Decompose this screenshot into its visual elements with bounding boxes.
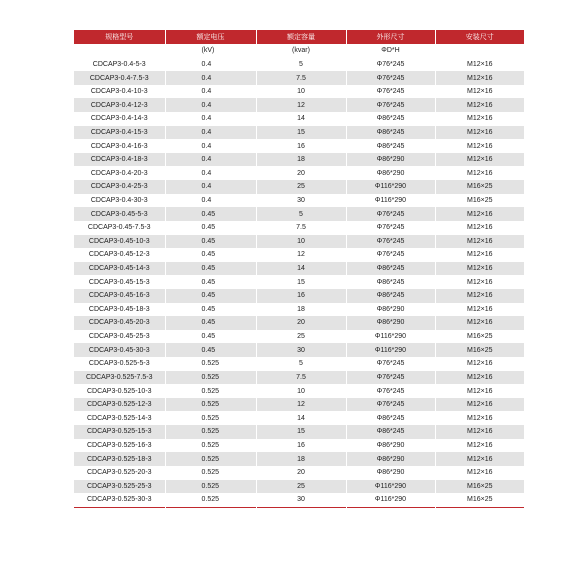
cell-capacity: 15 [256, 425, 346, 439]
cell-mounting: M12×16 [435, 275, 524, 289]
cell-capacity: 20 [256, 166, 346, 180]
table-row [74, 126, 524, 140]
cell-capacity: 7.5 [256, 371, 346, 385]
table-row [74, 343, 524, 357]
cell-mounting: M12×16 [435, 153, 524, 167]
cell-mounting: M12×16 [435, 112, 524, 126]
table-row [74, 139, 524, 153]
cell-mounting: M12×16 [435, 235, 524, 249]
table-body [74, 58, 524, 508]
cell-capacity: 10 [256, 85, 346, 99]
cell-model: CDCAP3-0.4-12-3 [74, 98, 165, 112]
cell-voltage: 0.4 [165, 71, 256, 85]
cell-dimensions: Φ86*245 [346, 126, 435, 140]
spec-table [74, 30, 524, 508]
cell-model: CDCAP3-0.525-12-3 [74, 398, 165, 412]
cell-model: CDCAP3-0.45-10-3 [74, 235, 165, 249]
cell-capacity: 14 [256, 411, 346, 425]
table-row [74, 425, 524, 439]
cell-voltage: 0.4 [165, 58, 256, 72]
cell-mounting: M12×16 [435, 262, 524, 276]
cell-model: CDCAP3-0.45-5-3 [74, 207, 165, 221]
cell-capacity: 30 [256, 493, 346, 507]
cell-mounting: M12×16 [435, 316, 524, 330]
unit-row [74, 44, 524, 58]
cell-mounting: M12×16 [435, 71, 524, 85]
cell-voltage: 0.45 [165, 343, 256, 357]
table-row [74, 330, 524, 344]
cell-dimensions: Φ76*245 [346, 58, 435, 72]
table-row [74, 452, 524, 466]
cell-dimensions: Φ116*290 [346, 194, 435, 208]
table-header [74, 30, 524, 58]
table-row [74, 316, 524, 330]
cell-mounting: M12×16 [435, 221, 524, 235]
cell-model: CDCAP3-0.45-25-3 [74, 330, 165, 344]
cell-voltage: 0.45 [165, 235, 256, 249]
cell-model: CDCAP3-0.525-7.5-3 [74, 371, 165, 385]
cell-model: CDCAP3-0.525-25-3 [74, 480, 165, 494]
cell-model: CDCAP3-0.4-14-3 [74, 112, 165, 126]
cell-dimensions: Φ86*245 [346, 289, 435, 303]
cell-mounting: M12×16 [435, 452, 524, 466]
header-dimensions: 外形尺寸 [346, 30, 435, 44]
cell-capacity: 5 [256, 357, 346, 371]
cell-model: CDCAP3-0.4-10-3 [74, 85, 165, 99]
unit-dimensions: ΦD*H [346, 44, 435, 58]
cell-mounting: M12×16 [435, 207, 524, 221]
cell-dimensions: Φ86*245 [346, 425, 435, 439]
cell-capacity: 7.5 [256, 221, 346, 235]
cell-mounting: M16×25 [435, 194, 524, 208]
cell-mounting: M16×25 [435, 180, 524, 194]
table-row [74, 357, 524, 371]
table-row [74, 71, 524, 85]
cell-mounting: M12×16 [435, 139, 524, 153]
cell-dimensions: Φ76*245 [346, 384, 435, 398]
cell-model: CDCAP3-0.4-15-3 [74, 126, 165, 140]
cell-model: CDCAP3-0.4-7.5-3 [74, 71, 165, 85]
table-row [74, 98, 524, 112]
cell-model: CDCAP3-0.525-30-3 [74, 493, 165, 507]
cell-capacity: 10 [256, 235, 346, 249]
cell-dimensions: Φ116*290 [346, 480, 435, 494]
table-row [74, 289, 524, 303]
cell-model: CDCAP3-0.525-16-3 [74, 439, 165, 453]
cell-capacity: 16 [256, 439, 346, 453]
cell-mounting: M12×16 [435, 398, 524, 412]
cell-dimensions: Φ86*290 [346, 153, 435, 167]
cell-model: CDCAP3-0.45-15-3 [74, 275, 165, 289]
cell-voltage: 0.525 [165, 398, 256, 412]
cell-capacity: 12 [256, 248, 346, 262]
cell-capacity: 25 [256, 480, 346, 494]
cell-dimensions: Φ86*290 [346, 439, 435, 453]
cell-capacity: 16 [256, 289, 346, 303]
unit-mounting [435, 44, 524, 58]
cell-dimensions: Φ76*245 [346, 207, 435, 221]
cell-capacity: 25 [256, 330, 346, 344]
cell-dimensions: Φ86*245 [346, 262, 435, 276]
header-model: 规格型号 [74, 30, 165, 44]
cell-dimensions: Φ86*290 [346, 316, 435, 330]
cell-voltage: 0.45 [165, 248, 256, 262]
cell-mounting: M12×16 [435, 439, 524, 453]
cell-capacity: 18 [256, 452, 346, 466]
cell-voltage: 0.525 [165, 493, 256, 507]
cell-voltage: 0.525 [165, 452, 256, 466]
table-row [74, 248, 524, 262]
cell-capacity: 5 [256, 58, 346, 72]
table-row [74, 466, 524, 480]
table-row [74, 439, 524, 453]
table-row [74, 275, 524, 289]
cell-capacity: 18 [256, 153, 346, 167]
cell-dimensions: Φ86*245 [346, 112, 435, 126]
cell-voltage: 0.45 [165, 289, 256, 303]
cell-capacity: 25 [256, 180, 346, 194]
table-row [74, 166, 524, 180]
cell-model: CDCAP3-0.525-20-3 [74, 466, 165, 480]
cell-dimensions: Φ76*245 [346, 235, 435, 249]
cell-mounting: M12×16 [435, 85, 524, 99]
cell-mounting: M12×16 [435, 384, 524, 398]
table-row [74, 207, 524, 221]
cell-dimensions: Φ86*290 [346, 303, 435, 317]
cell-model: CDCAP3-0.525-18-3 [74, 452, 165, 466]
header-rated-voltage: 额定电压 [165, 30, 256, 44]
cell-dimensions: Φ116*290 [346, 343, 435, 357]
cell-dimensions: Φ76*245 [346, 248, 435, 262]
cell-dimensions: Φ116*290 [346, 180, 435, 194]
cell-voltage: 0.525 [165, 480, 256, 494]
cell-capacity: 14 [256, 112, 346, 126]
cell-model: CDCAP3-0.4-16-3 [74, 139, 165, 153]
header-mounting-size: 安装尺寸 [435, 30, 524, 44]
cell-model: CDCAP3-0.4-20-3 [74, 166, 165, 180]
cell-dimensions: Φ116*290 [346, 330, 435, 344]
cell-model: CDCAP3-0.45-7.5-3 [74, 221, 165, 235]
cell-dimensions: Φ76*245 [346, 71, 435, 85]
unit-model [74, 44, 165, 58]
cell-dimensions: Φ86*290 [346, 466, 435, 480]
cell-mounting: M12×16 [435, 371, 524, 385]
cell-model: CDCAP3-0.525-14-3 [74, 411, 165, 425]
cell-dimensions: Φ86*245 [346, 139, 435, 153]
cell-voltage: 0.4 [165, 98, 256, 112]
cell-voltage: 0.45 [165, 303, 256, 317]
cell-dimensions: Φ76*245 [346, 371, 435, 385]
cell-model: CDCAP3-0.4-18-3 [74, 153, 165, 167]
table-row [74, 221, 524, 235]
unit-voltage: (kV) [165, 44, 256, 58]
table-row [74, 112, 524, 126]
cell-mounting: M12×16 [435, 425, 524, 439]
cell-voltage: 0.45 [165, 330, 256, 344]
cell-model: CDCAP3-0.525-5-3 [74, 357, 165, 371]
table-row [74, 262, 524, 276]
cell-capacity: 12 [256, 98, 346, 112]
cell-dimensions: Φ86*290 [346, 452, 435, 466]
cell-voltage: 0.45 [165, 221, 256, 235]
cell-model: CDCAP3-0.45-20-3 [74, 316, 165, 330]
cell-dimensions: Φ76*245 [346, 98, 435, 112]
cell-voltage: 0.525 [165, 357, 256, 371]
header-rated-capacity: 额定容量 [256, 30, 346, 44]
table-row [74, 493, 524, 507]
cell-voltage: 0.4 [165, 112, 256, 126]
cell-capacity: 18 [256, 303, 346, 317]
cell-model: CDCAP3-0.4-5-3 [74, 58, 165, 72]
cell-mounting: M12×16 [435, 357, 524, 371]
cell-capacity: 15 [256, 275, 346, 289]
cell-capacity: 7.5 [256, 71, 346, 85]
cell-voltage: 0.525 [165, 425, 256, 439]
cell-mounting: M16×25 [435, 480, 524, 494]
cell-voltage: 0.525 [165, 439, 256, 453]
cell-voltage: 0.4 [165, 166, 256, 180]
cell-mounting: M12×16 [435, 58, 524, 72]
cell-mounting: M12×16 [435, 466, 524, 480]
cell-dimensions: Φ76*245 [346, 221, 435, 235]
cell-model: CDCAP3-0.45-30-3 [74, 343, 165, 357]
table-row [74, 235, 524, 249]
cell-capacity: 10 [256, 384, 346, 398]
table-row [74, 180, 524, 194]
cell-model: CDCAP3-0.45-14-3 [74, 262, 165, 276]
cell-model: CDCAP3-0.525-15-3 [74, 425, 165, 439]
cell-model: CDCAP3-0.45-18-3 [74, 303, 165, 317]
cell-voltage: 0.4 [165, 153, 256, 167]
cell-dimensions: Φ86*245 [346, 411, 435, 425]
cell-capacity: 16 [256, 139, 346, 153]
cell-capacity: 30 [256, 194, 346, 208]
cell-capacity: 12 [256, 398, 346, 412]
header-row [74, 30, 524, 44]
cell-voltage: 0.4 [165, 180, 256, 194]
cell-dimensions: Φ86*245 [346, 275, 435, 289]
cell-capacity: 20 [256, 316, 346, 330]
cell-mounting: M12×16 [435, 303, 524, 317]
table-row [74, 480, 524, 494]
cell-voltage: 0.45 [165, 316, 256, 330]
cell-voltage: 0.4 [165, 126, 256, 140]
cell-capacity: 20 [256, 466, 346, 480]
cell-voltage: 0.4 [165, 85, 256, 99]
cell-capacity: 30 [256, 343, 346, 357]
cell-mounting: M16×25 [435, 343, 524, 357]
table-row [74, 85, 524, 99]
cell-mounting: M16×25 [435, 330, 524, 344]
table-row [74, 384, 524, 398]
cell-mounting: M16×25 [435, 493, 524, 507]
cell-mounting: M12×16 [435, 411, 524, 425]
table-row [74, 371, 524, 385]
table-row [74, 153, 524, 167]
cell-voltage: 0.4 [165, 139, 256, 153]
cell-capacity: 5 [256, 207, 346, 221]
unit-capacity: (kvar) [256, 44, 346, 58]
cell-mounting: M12×16 [435, 289, 524, 303]
table-row [74, 194, 524, 208]
table-row [74, 58, 524, 72]
cell-model: CDCAP3-0.45-16-3 [74, 289, 165, 303]
cell-voltage: 0.525 [165, 411, 256, 425]
cell-dimensions: Φ76*245 [346, 85, 435, 99]
cell-capacity: 15 [256, 126, 346, 140]
cell-capacity: 14 [256, 262, 346, 276]
cell-voltage: 0.525 [165, 384, 256, 398]
table-row [74, 303, 524, 317]
cell-mounting: M12×16 [435, 166, 524, 180]
cell-mounting: M12×16 [435, 98, 524, 112]
table-row [74, 398, 524, 412]
cell-dimensions: Φ116*290 [346, 493, 435, 507]
cell-voltage: 0.525 [165, 466, 256, 480]
cell-dimensions: Φ76*245 [346, 398, 435, 412]
cell-mounting: M12×16 [435, 248, 524, 262]
cell-voltage: 0.525 [165, 371, 256, 385]
cell-dimensions: Φ86*290 [346, 166, 435, 180]
cell-voltage: 0.45 [165, 207, 256, 221]
cell-model: CDCAP3-0.45-12-3 [74, 248, 165, 262]
cell-model: CDCAP3-0.4-25-3 [74, 180, 165, 194]
cell-mounting: M12×16 [435, 126, 524, 140]
cell-dimensions: Φ76*245 [346, 357, 435, 371]
table-row [74, 411, 524, 425]
cell-voltage: 0.4 [165, 194, 256, 208]
cell-voltage: 0.45 [165, 262, 256, 276]
cell-model: CDCAP3-0.4-30-3 [74, 194, 165, 208]
cell-voltage: 0.45 [165, 275, 256, 289]
cell-model: CDCAP3-0.525-10-3 [74, 384, 165, 398]
